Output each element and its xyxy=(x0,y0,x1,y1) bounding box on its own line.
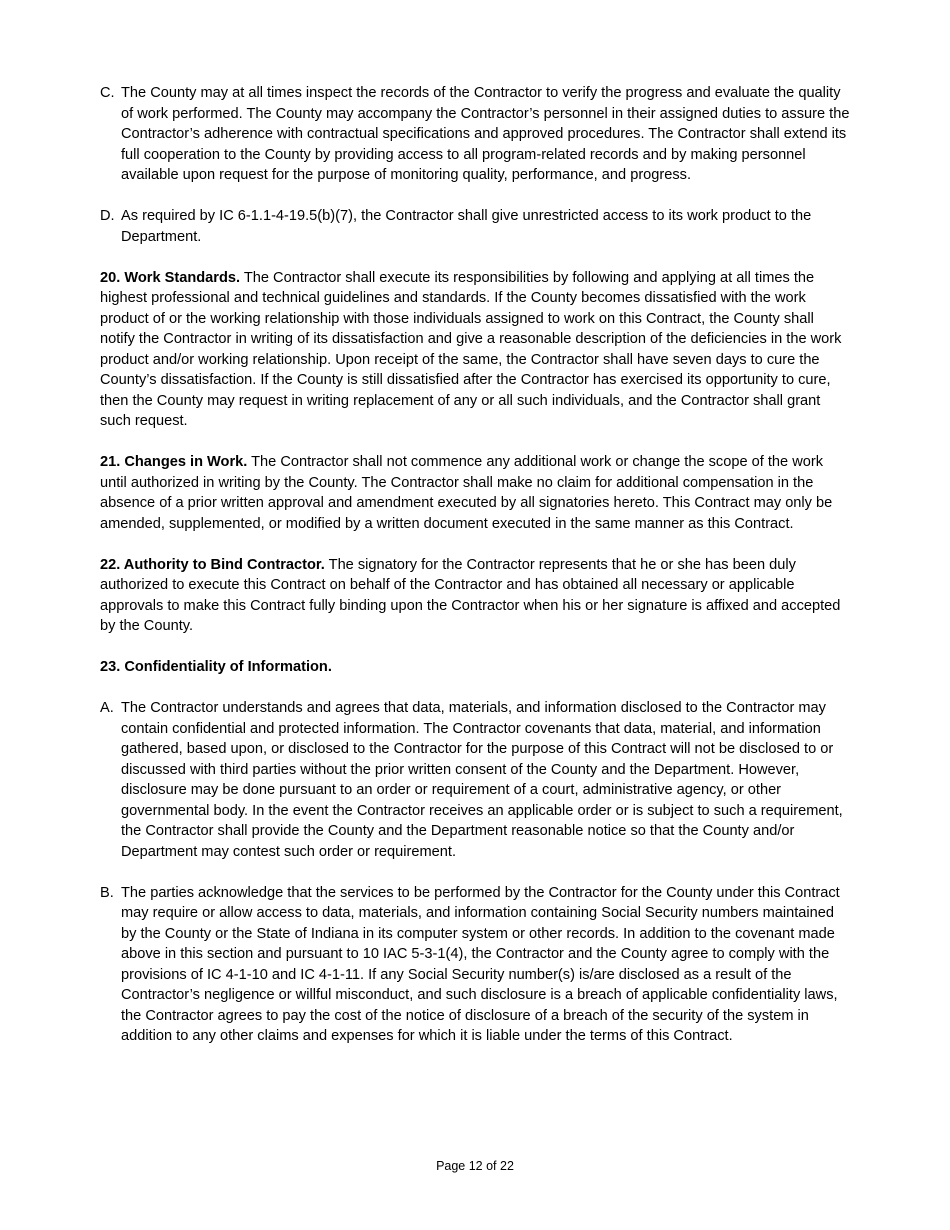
list-letter: B. xyxy=(100,884,114,901)
section-text: The Contractor shall execute its responsibilities by following and applying at all times the highest professional and technical guidelines and standards. If the County becomes dissatisfied with the work product of or the working relationship with those individuals assigned to work on this Contract, the County shall notify the Contractor in writing of its dissatisfaction and give a reasonable description of the deficiencies in the work product and/or working relationship. Upon receipt of the same, the Contractor shall have seven days to cure the County’s dissatisfaction. If the County is still dissatisfied after the Contractor has exercised its opportunity to cure, then the County may request in writing replacement of any or all such individuals, and the Contractor shall grant such request. xyxy=(100,269,842,429)
list-item-text: The parties acknowledge that the services to be performed by the Contractor for the County under this Contract may require or allow access to data, materials, and information containing Social Security numbers maintained by the County or the State of Indiana in its computer system or other records. In addition to the covenant made above in this section and pursuant to 10 IAC 5-3-1(4), the Contractor and the County agree to comply with the provisions of IC 4-1-10 and IC 4-1-11. If any Social Security number(s) is/are disclosed as a result of the Contractor’s negligence or willful misconduct, and such disclosure is a breach of applicable confidentiality laws, the Contractor agrees to pay the cost of the notice of disclosure of a breach of the security of the system in addition to any other claims and expenses for which it is liable under the terms of this Contract. xyxy=(121,884,840,1044)
section-heading: 21. Changes in Work. xyxy=(100,454,248,470)
list-item-text: The Contractor understands and agrees that data, materials, and information disclosed to the Contractor may contain confidential and protected information. The Contractor covenants that data, material, and information gathered, based upon, or disclosed to the Contractor for the purpose of this Contract will not be disclosed to or discussed with third parties without the prior written consent of the County and the Department. However, disclosure may be done pursuant to an order or requirement of a court, administrative agency, or other governmental body. In the event the Contractor receives an applicable order or is subject to such a requirement, the Contractor shall provide the County and the Department reasonable notice so that the County and/or Department may contest such order or requirement. xyxy=(121,700,843,860)
list-item-d xyxy=(100,206,852,247)
list-item-a xyxy=(100,698,852,862)
document-page xyxy=(100,83,852,1067)
page-number: Page 12 of 22 xyxy=(436,1159,514,1173)
section-authority-to-bind xyxy=(100,555,852,637)
list-item-b xyxy=(100,883,852,1047)
section-confidentiality-heading: 23. Confidentiality of Information. xyxy=(100,659,332,675)
list-item-text: The County may at all times inspect the records of the Contractor to verify the progress and evaluate the quality of work performed. The County may accompany the Contractor’s personnel in their assigned duties to assure the Contractor’s adherence with contractual specifications and approved procedures. The Contractor shall extend its full cooperation to the County by providing access to all program-related records and by making personnel available upon request for the purpose of monitoring quality, performance, and progress. xyxy=(121,85,850,183)
section-text: The signatory for the Contractor represents that he or she has been duly authorized to execute this Contract on behalf of the Contractor and has obtained all necessary or applicable approvals to make this Contract fully binding upon the Contractor when his or her signature is affixed and accepted by the County. xyxy=(100,556,841,634)
list-item-c xyxy=(100,83,852,186)
list-item-text: As required by IC 6-1.1-4-19.5(b)(7), the Contractor shall give unrestricted access to its work product to the Department. xyxy=(121,208,812,245)
section-changes-in-work xyxy=(100,452,852,534)
list-letter: A. xyxy=(100,700,114,716)
list-letter: D. xyxy=(100,208,115,224)
list-letter: C. xyxy=(100,85,115,101)
section-heading: 20. Work Standards. xyxy=(100,269,241,286)
section-heading: 22. Authority to Bind Contractor. xyxy=(100,556,325,573)
section-work-standards xyxy=(100,268,852,432)
section-text: The Contractor shall not commence any additional work or change the scope of the work until authorized in writing by the County. The Contractor shall make no claim for additional compensation in the absence of a prior written approval and amendment executed by all signatories hereto. This Contract may only be amended, supplemented, or modified by a written document executed in the same manner as this Contract. xyxy=(100,454,833,532)
